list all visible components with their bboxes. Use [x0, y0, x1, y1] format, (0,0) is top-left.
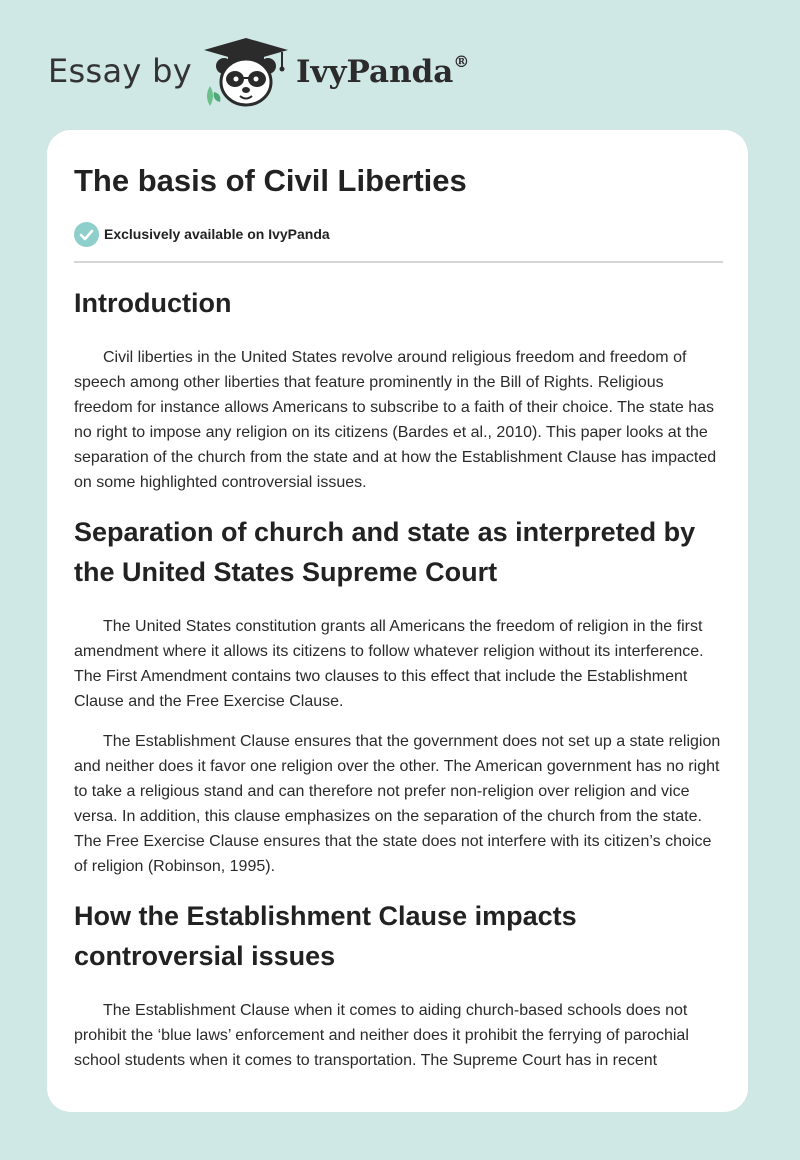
section-heading-separation: Separation of church and state as interpreted by the United States Supreme Court [74, 517, 696, 587]
page-title: The basis of Civil Liberties [74, 163, 467, 198]
brand-prefix: Essay by [48, 52, 192, 90]
paragraph: Civil liberties in the United States revolve around religious freedom and freedom of speech among other liberties that feature prominently in the Bill of Rights. Religious freedom for instance allows Americans to subscribe to a faith of their choice. The state has no right to impose any religion on its citizens (Bardes et al., 2010). This paper looks at the separation of the church from the state and at how the Establishment Clause has impacted on some highlighted controversial issues. [74, 349, 717, 491]
check-circle-icon [74, 222, 99, 247]
section-heading-introduction: Introduction [74, 288, 232, 318]
exclusive-badge [74, 221, 330, 247]
paragraph: The Establishment Clause ensures that the government does not set up a state religion and neither does it favor one religion over the other. The American government has no right to take a religious stand and can therefore not prefer non-religion over religion and vice versa. In addition, this clause emphasizes on the separation of the church from the state. The Free Exercise Clause ensures that the state does not interfere with its citizen’s choice of religion (Robinson, 1995). [74, 733, 721, 875]
essay-card [47, 130, 748, 1112]
brand-name[interactable]: IvyPanda® [296, 52, 470, 90]
site-header [0, 0, 800, 130]
badge-text: Exclusively available on IvyPanda [104, 226, 330, 242]
registered-mark: ® [453, 52, 470, 71]
panda-graduate-icon[interactable] [200, 36, 292, 110]
section-heading-establishment-clause: How the Establishment Clause impacts controversial issues [74, 901, 577, 971]
paragraph: The Establishment Clause when it comes to aiding church-based schools does not prohibit the ‘blue laws’ enforcement and neither does it prohibit the ferrying of parochial school students when it comes to transportation. The Supreme Court has in recent [74, 1002, 689, 1069]
divider [74, 261, 723, 263]
paragraph: The United States constitution grants all Americans the freedom of religion in the first amendment where it allows its citizens to follow whatever religion without its interference. The First Amendment contains two clauses to this effect that include the Establishment Clause and the Free Exercise Clause. [74, 618, 704, 710]
article-body [74, 278, 724, 1073]
